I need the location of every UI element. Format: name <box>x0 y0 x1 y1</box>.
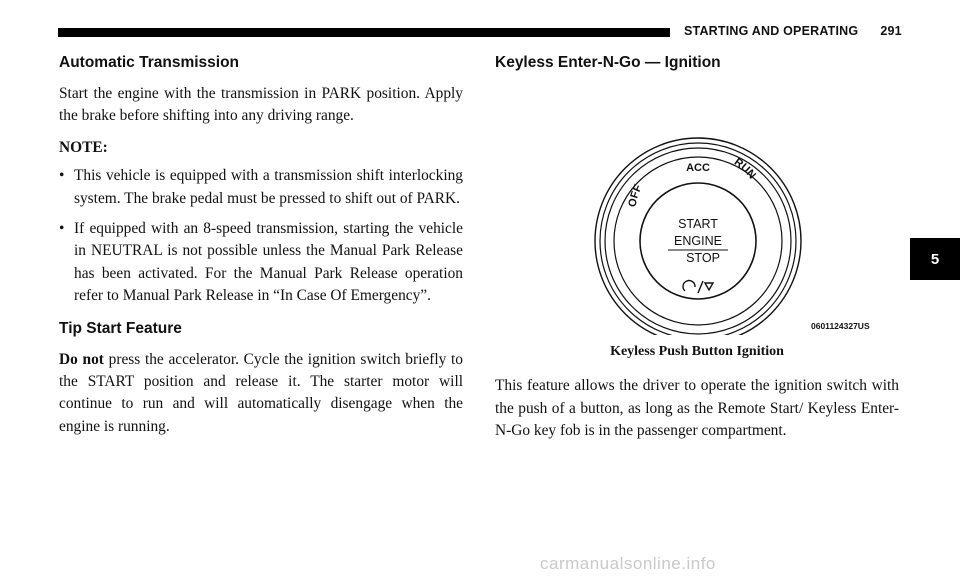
header-rule <box>58 28 670 37</box>
acc-label: ACC <box>686 162 710 174</box>
note-label: NOTE: <box>59 138 108 156</box>
button-text-engine: ENGINE <box>674 234 722 248</box>
note-item <box>59 218 463 308</box>
page-number: 291 <box>880 24 902 38</box>
bullet-icon: • <box>59 220 65 238</box>
running-header <box>684 24 902 38</box>
keyless-ignition-heading: Keyless Enter-N-Go — Ignition <box>495 54 721 71</box>
figure-code: 0601124327US <box>811 321 870 331</box>
automatic-transmission-paragraph: Start the engine with the transmission in PARK position. Apply the brake before shifting into any driving range. <box>59 85 463 125</box>
tip-start-text: press the accelerator. Cycle the ignition switch briefly to the START position and release it. The starter motor will continue to run and will automatically disengage when the engine is running. <box>59 350 463 435</box>
note-item-text: If equipped with an 8-speed transmission, starting the vehicle in NEUTRAL is not possible unless the Manual Park Release has been activated. For the Manual Park Release operation refer to Manual Park Release in “In Case Of Emergency”. <box>74 220 463 305</box>
button-text-start: START <box>678 217 718 231</box>
svg-text:OFF <box>627 183 645 208</box>
note-list <box>59 165 463 307</box>
bullet-icon: • <box>59 167 65 185</box>
automatic-transmission-heading: Automatic Transmission <box>59 54 240 71</box>
right-column <box>495 52 899 452</box>
ignition-button-diagram <box>495 83 899 335</box>
run-label: RUN <box>731 156 759 182</box>
figure-caption: Keyless Push Button Ignition <box>610 344 784 359</box>
tip-start-paragraph <box>59 349 463 439</box>
chapter-tab: 5 <box>910 238 960 280</box>
section-title: STARTING AND OPERATING <box>684 24 859 38</box>
do-not-emphasis: Do not <box>59 350 104 368</box>
left-column <box>59 52 463 447</box>
watermark: carmanualsonline.info <box>540 554 716 573</box>
key-fob-icon <box>683 281 713 293</box>
ignition-figure <box>495 83 899 335</box>
svg-text:RUN <box>732 156 758 181</box>
keyless-paragraph: This feature allows the driver to operate the ignition switch with the push of a button, as long as the Remote Start/ Keyless Enter-N-Go key fob is in the passenger compartment. <box>495 377 899 440</box>
button-text-stop: STOP <box>686 251 720 265</box>
tip-start-heading: Tip Start Feature <box>59 319 182 337</box>
note-item <box>59 165 463 210</box>
off-label: OFF <box>626 182 645 209</box>
note-item-text: This vehicle is equipped with a transmission shift interlocking system. The brake pedal must be pressed to shift out of PARK. <box>74 167 463 207</box>
